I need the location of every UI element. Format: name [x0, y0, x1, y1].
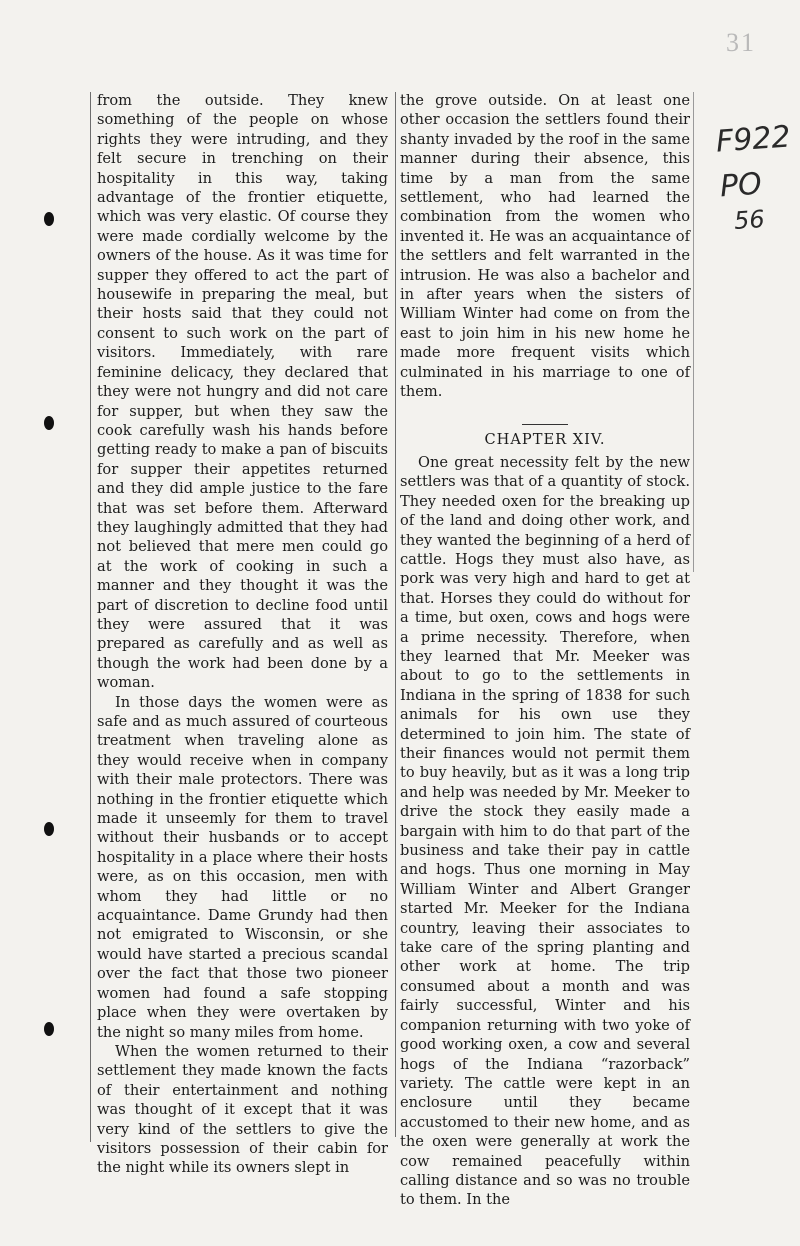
paragraph: from the outside. They knew something of the people on whose rights they were intruding, and they felt secure in trenching on their hospitality in this way, taking advantage of the frontier etiquette, which was very elastic. Of course they were made cordially welcome by the owners of the house. As it was time for supper they offered to act the part of housewife in preparing the meal, but their hosts said that they could not consent to such work on the part of visitors. Immediately, with rare feminine delicacy, they declared that they were not hungry and did not care for supper, but when they saw the cook carefully wash his hands before getting ready to make a pan of biscuits for supper their appetites returned and they did ample justice to the fare that was set before them. Afterward they laughingly admitted that they had not believed that mere men could go at the work of cooking in such a manner and they thought it was the part of discretion to decline food until they were assured that it was prepared as carefully and as well as though the work had been done by a woman. — [97, 92, 388, 692]
handwritten-annotation-2: PO — [718, 166, 763, 205]
column-rule-middle — [395, 92, 396, 1137]
handwritten-annotation-1: F922 — [714, 119, 792, 160]
column-rule-right — [693, 92, 694, 572]
right-column — [400, 91, 690, 1210]
handwritten-annotation-3: 56 — [733, 204, 766, 236]
punch-hole — [44, 822, 54, 836]
paragraph: One great necessity felt by the new settlers was that of a quantity of stock. They needed oxen for the breaking up of the land and doing other work, and they wanted the beginning of a herd of cattle. Hogs they must also have, as pork was very high and hard to get at that. Horses they could do without for a time, but oxen, cows and hogs were a prime necessity. Therefore, when they learned that Mr. Meeker was about to go to the settlements in Indiana in the spring of 1838 for such animals for his own use they determined to join him. The state of their finances would not permit them to buy heavily, but as it was a long trip and help was needed by Mr. Meeker to drive the stock they easily made a bargain with him to do that part of the business and take their pay in cattle and hogs. Thus one morning in May William Winter and Albert Granger started Mr. Meeker for the Indiana country, leaving their associates to take care of the spring planting and other work at home. The trip consumed about a month and was fairly successful, Winter and his companion returning with two yoke of good working oxen, a cow and several hogs of the Indiana “razorback” variety. The cattle were kept in an enclosure until they became accustomed to their new home, and as the oxen were generally at work the cow remained peacefully within calling distance and so was no trouble to them. In the — [400, 453, 690, 1209]
column-rule-left — [90, 92, 91, 1142]
punch-hole — [44, 1022, 54, 1036]
punch-hole — [44, 212, 54, 226]
chapter-heading: CHAPTER XIV. — [484, 430, 606, 448]
paragraph: the grove outside. On at least one other occasion the settlers found their shanty invaded by the roof in the same manner during their absence, this time by a man from the same settlement, who had learned the combination from the women who invented it. He was an acquaintance of the settlers and felt warranted in the intrusion. He was also a bachelor and in after years when the sisters of William Winter had come on from the east to join him in his new home he made more frequent visits which culminated in his marriage to one of them. — [400, 92, 690, 401]
page-number: 31 — [726, 28, 756, 57]
left-column — [97, 91, 388, 1178]
paragraph: In those days the women were as safe and as much assured of courteous treatment when traveling alone as they would receive when in company with their male protectors. There was nothing in the frontier etiquette which made it unseemly for them to travel without their husbands or to accept hospitality in a place where their hosts were, as on this occasion, men with whom they had little or no acquaintance. Dame Grundy had then not emigrated to Wisconsin, or she would have started a precious scandal over the fact that those two pioneer women had found a safe stopping place when they were overtaken by the night so many miles from home. — [97, 693, 388, 1041]
paragraph: When the women returned to their settlement they made known the facts of their entertainment and nothing was thought of it except that it was very kind of the settlers to give the visitors possession of their cabin for the night while its owners slept in — [97, 1042, 388, 1177]
chapter-divider — [522, 424, 568, 425]
punch-hole — [44, 416, 54, 430]
